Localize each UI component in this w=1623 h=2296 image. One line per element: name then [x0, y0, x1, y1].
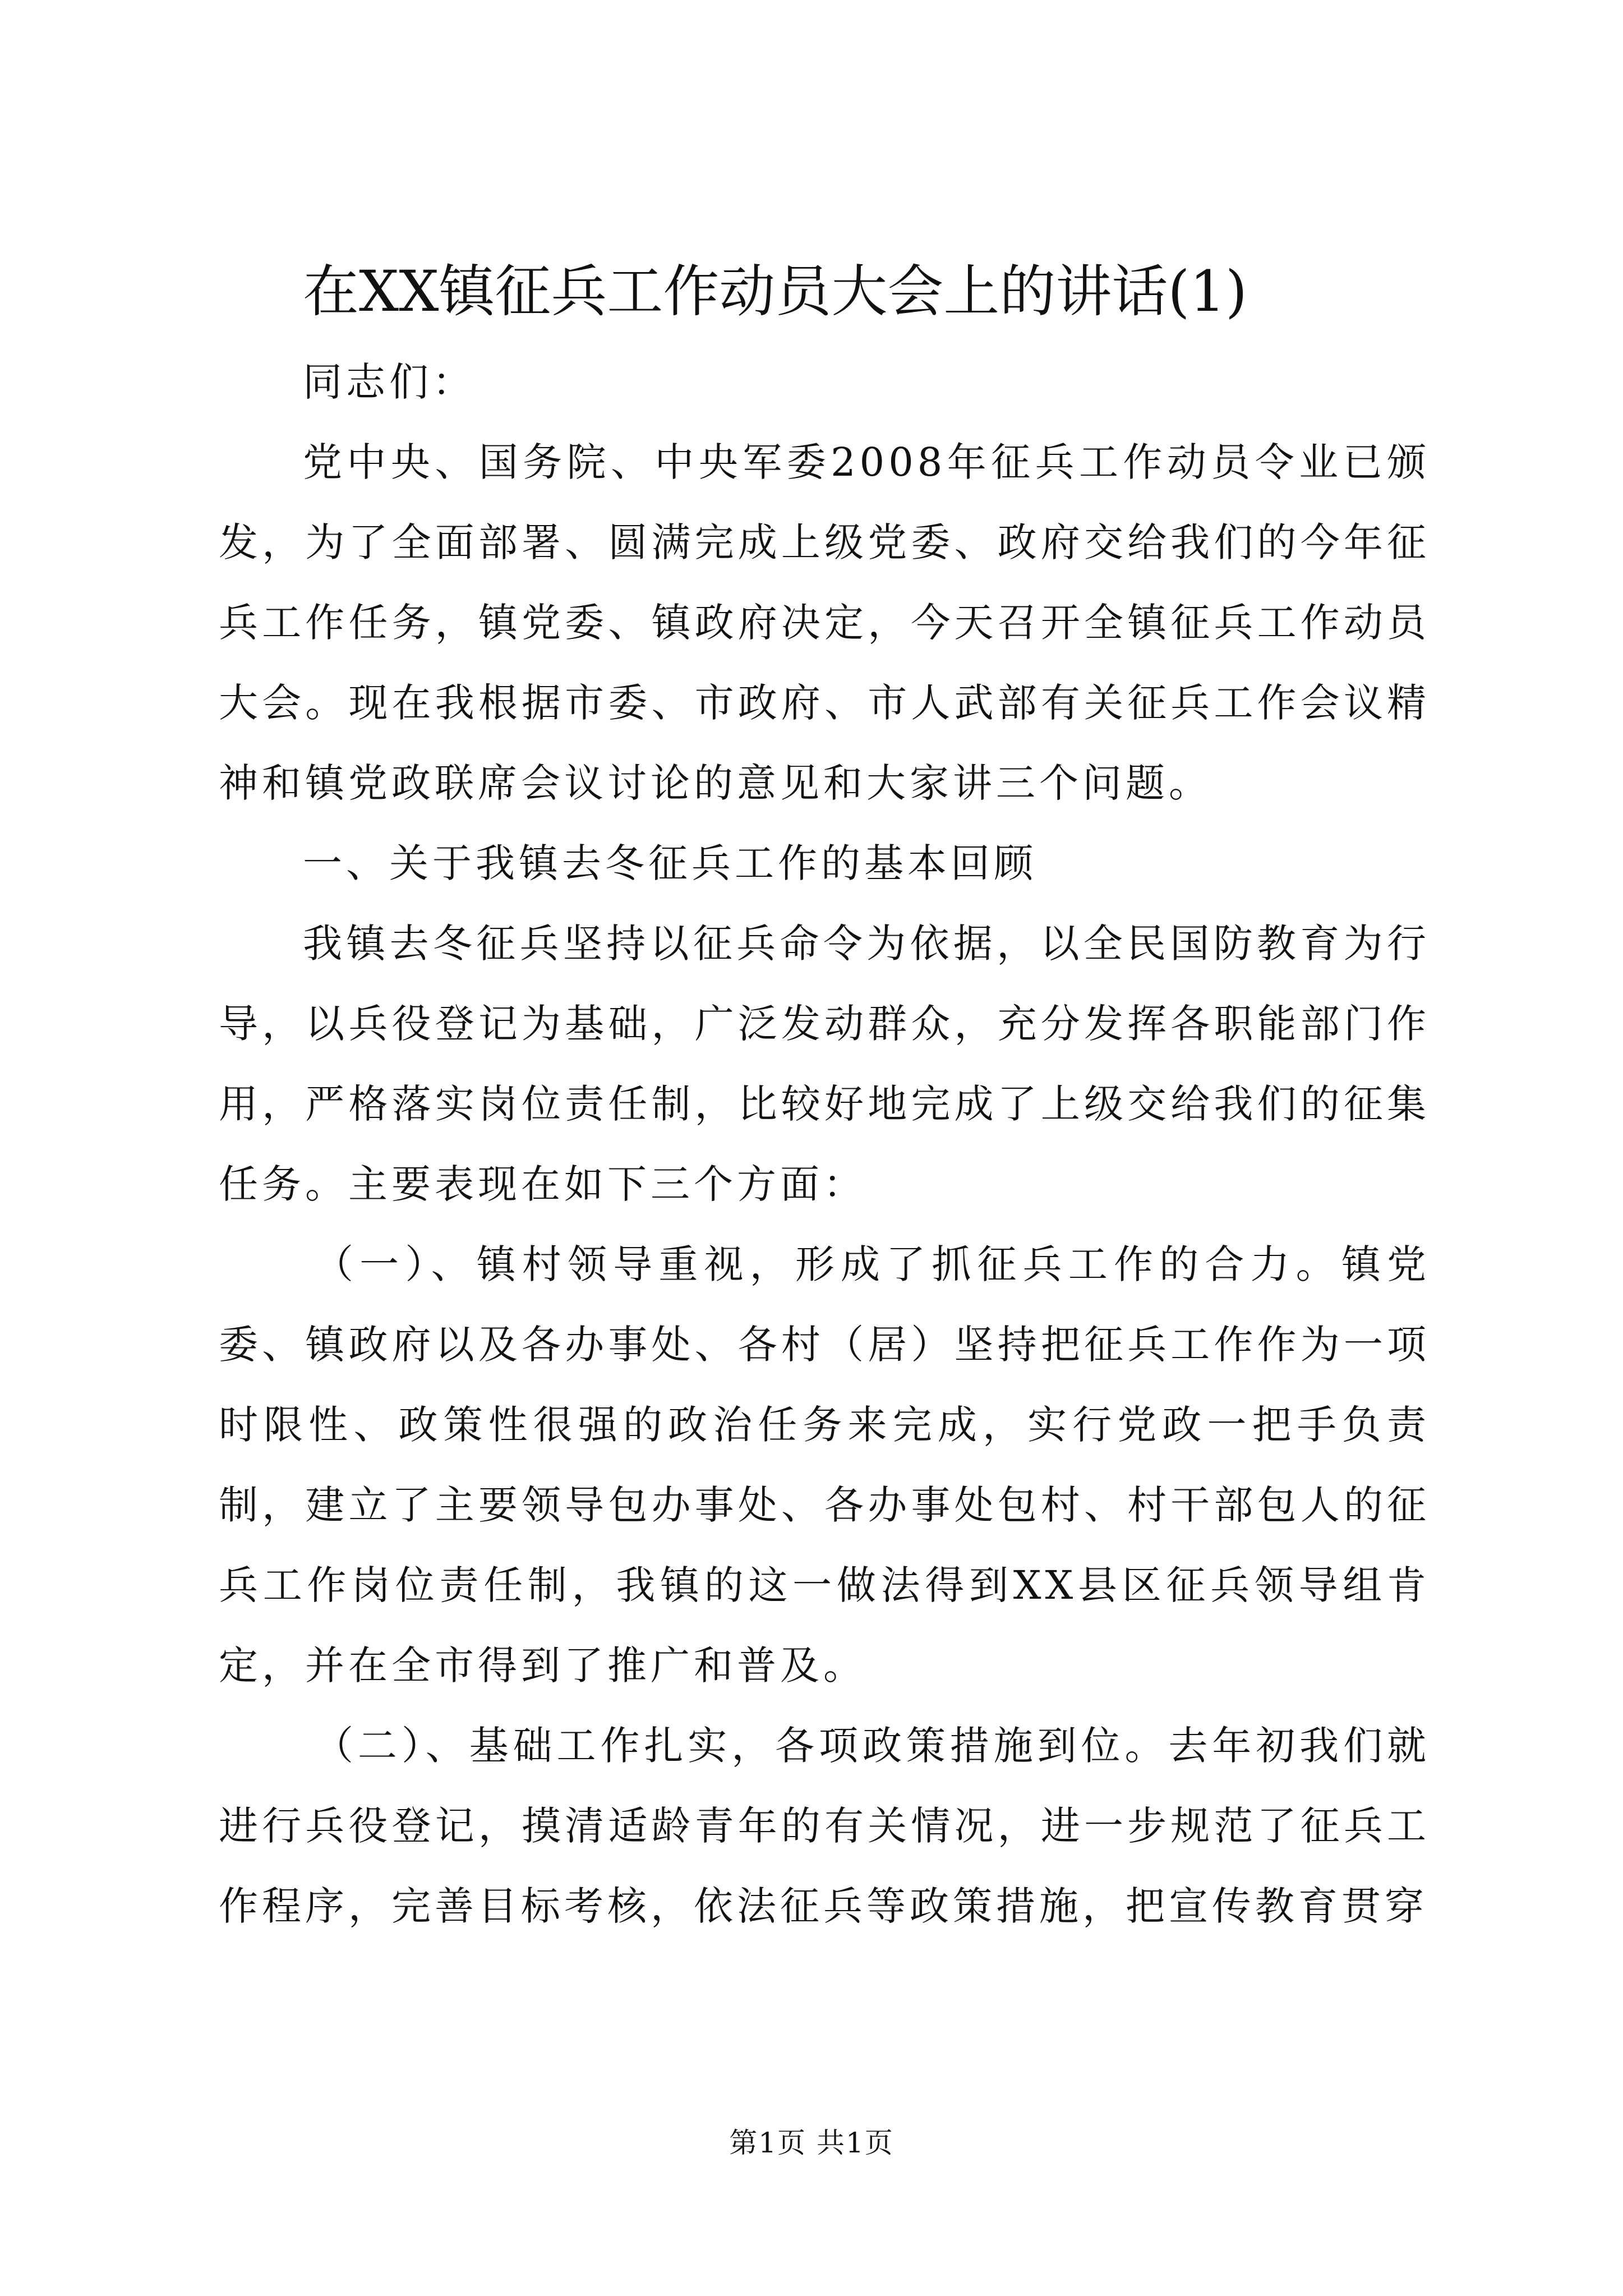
- salutation: 同志们：: [303, 359, 476, 405]
- paragraph-4: （二）、基础工作扎实，各项政策措施到位。去年初我们就进行兵役登记，摸清适龄青年的有关情况，进一步规范了征兵工作程序，完善目标考核，依法征兵等政策措施，把宣传教育贯穿: [219, 1723, 1430, 1929]
- paragraph-1: 党中央、国务院、中央军委2008年征兵工作动员令业已颁发，为了全面部署、圆满完成上级党委、政府交给我们的今年征兵工作任务，镇党委、镇政府决定，今天召开全镇征兵工作动员大会。现在我根据市委、市政府、市人武部有关征兵工作会议精神和镇党政联席会议讨论的意见和大家讲三个问题。: [219, 439, 1430, 806]
- page-footer: 第1页 共1页: [729, 2127, 894, 2159]
- document-title: 在XX镇征兵工作动员大会上的讲话(1): [303, 259, 1248, 324]
- paragraph-2: 我镇去冬征兵坚持以征兵命令为依据，以全民国防教育为行导，以兵役登记为基础，广泛发动群众，充分发挥各职能部门作用，严格落实岗位责任制，比较好地完成了上级交给我们的征集任务。主要表现在如下三个方面：: [219, 921, 1430, 1207]
- document-body: [219, 342, 1430, 1947]
- section-heading-1: 一、关于我镇去冬征兵工作的基本回顾: [303, 840, 1037, 886]
- paragraph-3: （一）、镇村领导重视，形成了抓征兵工作的合力。镇党委、镇政府以及各办事处、各村（居）坚持把征兵工作作为一项时限性、政策性很强的政治任务来完成，实行党政一把手负责制，建立了主要领导包办事处、各办事处包村、村干部包人的征兵工作岗位责任制，我镇的这一做法得到XX县区征兵领导组肯定，并在全市得到了推广和普及。: [219, 1241, 1430, 1688]
